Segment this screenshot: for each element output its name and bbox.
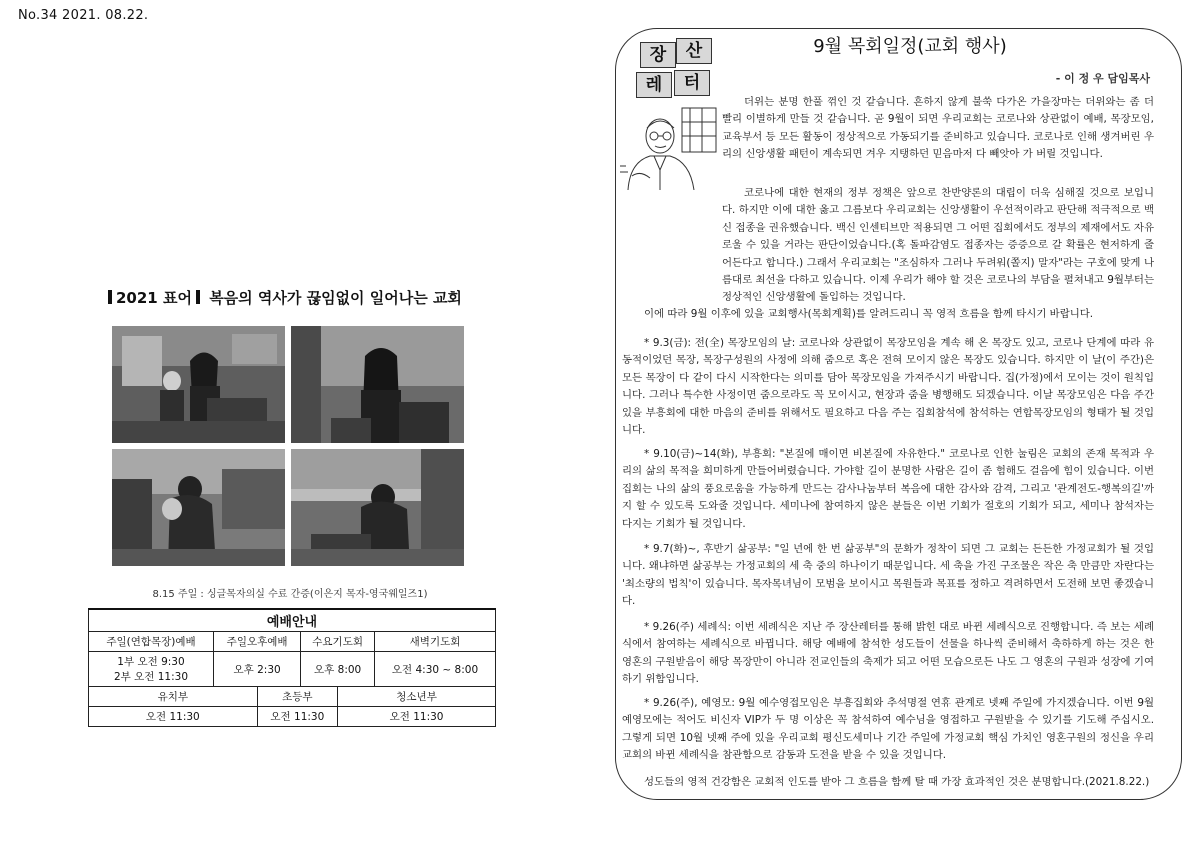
dept-header: 유치부	[89, 687, 258, 707]
letter-paragraph: 더위는 분명 한풀 꺾인 것 같습니다. 흔하지 않게 불쑥 다가온 가을장마는 더위와는 좀 더 빨리 이별하게 만들 것 같습니다. 곧 9월이 되면 우리교회는 코로나와 상관없이 예배, 목장모임, 교육부서 등 모든 활동이 정상적으로 가동되기를 준비하고 있습니다. 코로나로 인해 생겨버린 우리의 신앙생활 패턴이 계속되면 겨우 지탱하던 믿음마저 다 빼앗아 가 버릴 것입니다.	[722, 96, 1154, 161]
worship-time: 오전 4:30 ~ 8:00	[375, 652, 496, 687]
dept-header: 초등부	[257, 687, 338, 707]
worship-header: 수요기도회	[301, 632, 375, 652]
worship-header: 주일오후예배	[213, 632, 300, 652]
letter-title: 9월 목회일정(교회 행사)	[813, 36, 1007, 57]
dept-time: 오전 11:30	[257, 707, 338, 727]
letter-author: - 이 정 우 담임목사	[1055, 72, 1150, 85]
letter-paragraph: * 9.3(금): 전(全) 목장모임의 날: 코로나와 상관없이 목장모임을 계속 해 온 목장도 있고, 코로나 단계에 따라 유동적이었던 목장, 목장구성원의 사정에 의해 줌으로 혹은 전혀 모이지 않은 목장도 있습니다. 하지만 이 날(이 주간)은 모든 목장이 다 같이 다시 시작한다는 의미를 담아 목장모임을 가져주시기 바랍니다. 집(가정)에서 모이는 것이 원칙입니다. 그러나 특수한 사정이면 줌으로라도 꼭 모이시고, 현장과 줌을 병행해도 되겠습니다. 이날 목장모임은 다음 주간 있을 부흥회에 대한 마음의 준비를 위해서도 필요하고 다음 주는 집회참석에 참석하는 연합목장모임의 형태가 될 것입니다.	[622, 337, 1154, 437]
worship-header: 주일(연합목장)예배	[89, 632, 214, 652]
issue-number: No.34 2021. 08.22.	[18, 8, 149, 23]
motto-text: 복음의 역사가 끊임없이 일어나는 교회	[209, 289, 462, 307]
photo-speaker-podium	[112, 326, 285, 443]
photo-caption: 8.15 주일 : 싱글목자의실 수료 간증(이은지 목자-영국웨일즈1)	[152, 589, 428, 600]
logo-char: 장	[640, 42, 676, 68]
worship-time: 2부 오전 11:30	[113, 671, 189, 683]
worship-time-sunday	[89, 652, 214, 687]
pastor-portrait-sketch	[620, 106, 720, 190]
letter-paragraph: * 9.26(주) 세례식: 이번 세례식은 지난 주 장산레터를 통해 밝힌 대로 바뀐 세례식으로 진행합니다. 즉 보는 세례식에서 참여하는 세례식으로 바뀝니다. 해당 예배에 참석한 성도들이 선물을 하나씩 준비해서 축하하게 하는 것은 한 영혼의 구원받음이 해당 목장만이 아니라 전교인들의 축제가 되고 어떤 모습으로든 나도 그 영혼의 구원과 성장에 기여하기 위함입니다.	[622, 621, 1154, 686]
motto-line	[104, 287, 504, 308]
dept-time: 오전 11:30	[338, 707, 496, 727]
jangsan-letter-logo	[636, 38, 716, 100]
photo-speaker-microphone	[291, 326, 464, 443]
bar-right	[196, 290, 200, 304]
photo-hug-right	[291, 449, 464, 566]
logo-char: 산	[676, 38, 712, 64]
motto-year-tag: 2021 표어	[116, 289, 192, 307]
letter-paragraph: 성도들의 영적 건강함은 교회적 인도를 받아 그 흐름을 함께 탈 때 가장 효과적인 것은 분명합니다.(2021.8.22.)	[644, 776, 1150, 788]
letter-paragraph: * 9.7(화)~, 후반기 삶공부: "일 년에 한 번 삶공부"의 문화가 정착이 되면 그 교회는 든든한 가정교회가 될 것입니다. 왜냐하면 삶공부는 가정교회의 세 축 중의 하나이기 때문입니다. 세 축을 가진 구조물은 작은 축 만큼만 자란다는 '최소량의 법칙'이 있습니다. 목자목녀님이 모범을 보이시고 목원들과 목표를 정하고 격려하면서 도전해 보면 좋겠습니다.	[622, 543, 1154, 608]
photo-grid	[112, 326, 464, 566]
worship-time: 1부 오전 9:30	[117, 656, 185, 668]
worship-time: 오후 8:00	[301, 652, 375, 687]
logo-char: 레	[636, 72, 672, 98]
worship-header: 새벽기도회	[375, 632, 496, 652]
dept-time: 오전 11:30	[89, 707, 258, 727]
letter-paragraph: 코로나에 대한 현재의 정부 정책은 앞으로 찬반양론의 대립이 더욱 심해질 것으로 보입니다. 하지만 이에 대한 옳고 그름보다 우리교회는 신앙생활이 우선적이라고 판단해 적극적으로 백신 접종을 권유했습니다. 백신 인센티브만 적용되면 그 어떤 집회에서도 정부의 제재에서도 자유로울 수 있을 거라는 판단이었습니다.(혹 돌파감염도 접종자는 증증으로 갈 확률은 현저하게 줄어든다고 합니다.) 그래서 우리교회는 "조심하자 그러나 두려워(쫄지) 말자"라는 구호에 맞게 나름대로 최선을 다하고 있습니다. 이제 우리가 해야 할 것은 코로나의 부담을 펼쳐내고 9월부터는 정상적인 신앙생활에 돌입하는 것입니다.	[722, 187, 1154, 304]
worship-title: 예배안내	[89, 609, 496, 632]
logo-char: 터	[674, 70, 710, 96]
worship-time: 오후 2:30	[213, 652, 300, 687]
bar-left	[108, 290, 112, 304]
letter-paragraph: 이에 따라 9월 이후에 있을 교회행사(목회계획)를 알려드리니 꼭 영적 흐름을 함께 타시기 바랍니다.	[644, 308, 1094, 320]
dept-header: 청소년부	[338, 687, 496, 707]
worship-table	[88, 608, 496, 727]
letter-paragraph: * 9.26(주), 예영모: 9월 예수영접모임은 부흥집회와 추석명절 연휴 관계로 넷째 주일에 가지겠습니다. 이번 9월 예영모에는 적어도 비신자 VIP가 두 명 이상은 꼭 참석하여 예수님을 영접하고 구원받을 수 있기를 기도해 주십시오. 그렇게 되면 10월 넷째 주에 있을 우리교회 평신도세미나 기간 주일에 가정교회 핵심 가치인 영혼구원의 정신을 우리교회의 바뀐 세례식을 참관함으로 감동과 도전을 받을 수 있을 것입니다.	[622, 697, 1154, 762]
letter-paragraph: * 9.10(금)~14(화), 부흥회: "본질에 매이면 비본질에 자유한다." 코로나로 인한 눌림은 교회의 존재 목적과 우리의 삶의 목적을 희미하게 만들어버렸습니다. 가야할 길이 분명한 사람은 길이 좀 험해도 걸음에 힘이 있습니다. 이번 집회는 나의 삶의 풍요로움을 가능하게 만드는 감사나눔부터 복음에 대한 감사와 감격, 그리고 '관계전도-행복의길'까지 할 수 있도록 도와줄 것입니다. 세미나에 참여하지 않은 분들은 이번 기회가 절호의 기회가 되고, 세미나 참석자는 다지는 기회가 될 것입니다.	[622, 448, 1154, 530]
photo-hug-left	[112, 449, 285, 566]
